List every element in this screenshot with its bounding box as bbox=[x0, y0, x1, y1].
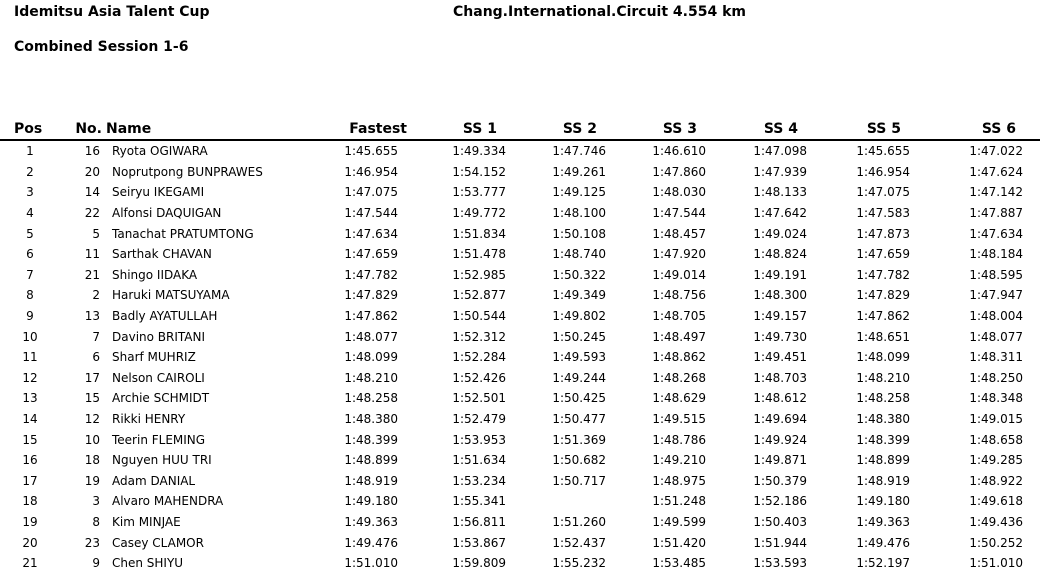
cell-ss3: 1:48.975 bbox=[652, 473, 706, 488]
cell-ss2: 1:50.477 bbox=[552, 412, 606, 427]
cell-ss1: 1:53.953 bbox=[452, 432, 506, 447]
session-title: Combined Session 1-6 bbox=[14, 39, 189, 55]
cell-number: 16 bbox=[84, 144, 100, 159]
cell-number: 12 bbox=[84, 412, 100, 427]
cell-fastest: 1:47.862 bbox=[344, 309, 398, 324]
column-header-ss5: SS 5 bbox=[826, 119, 929, 140]
cell-pos: 17 bbox=[22, 473, 38, 488]
cell-name: Casey CLAMOR bbox=[112, 535, 204, 550]
cell-number: 2 bbox=[92, 288, 100, 303]
table-row bbox=[0, 326, 1040, 347]
cell-ss2: 1:49.261 bbox=[552, 164, 606, 179]
cell-ss4: 1:53.593 bbox=[753, 556, 807, 571]
table-row bbox=[0, 162, 1040, 183]
cell-ss3: 1:49.210 bbox=[652, 453, 706, 468]
circuit-name: Chang.International.Circuit 4.554 km bbox=[453, 4, 746, 20]
cell-name: Kim MINJAE bbox=[112, 514, 181, 529]
cell-name: Archie SCHMIDT bbox=[112, 391, 210, 406]
cell-name: Noprutpong BUNPRAWES bbox=[112, 164, 263, 179]
cell-number: 11 bbox=[84, 247, 100, 262]
cell-pos: 2 bbox=[26, 164, 34, 179]
cell-fastest: 1:47.782 bbox=[344, 267, 398, 282]
cell-ss2: 1:52.437 bbox=[552, 535, 606, 550]
cell-ss5: 1:48.651 bbox=[856, 329, 910, 344]
cell-ss5: 1:49.180 bbox=[856, 494, 910, 509]
cell-number: 8 bbox=[92, 514, 100, 529]
cell-ss4: 1:48.612 bbox=[753, 391, 807, 406]
cell-ss3: 1:48.268 bbox=[652, 370, 706, 385]
cell-ss1: 1:55.341 bbox=[452, 494, 506, 509]
cell-number: 7 bbox=[92, 329, 100, 344]
cell-ss2: 1:49.593 bbox=[552, 350, 606, 365]
cell-name: Alvaro MAHENDRA bbox=[112, 494, 224, 509]
cell-name: Shingo IIDAKA bbox=[112, 267, 198, 282]
cell-ss5: 1:48.919 bbox=[856, 473, 910, 488]
cell-fastest: 1:48.899 bbox=[344, 453, 398, 468]
cell-ss3: 1:48.705 bbox=[652, 309, 706, 324]
table-row bbox=[0, 223, 1040, 244]
cell-pos: 4 bbox=[26, 206, 34, 221]
cell-fastest: 1:47.829 bbox=[344, 288, 398, 303]
cell-pos: 7 bbox=[26, 267, 34, 282]
cell-ss5: 1:47.583 bbox=[856, 206, 910, 221]
cell-ss2 bbox=[525, 491, 625, 512]
cell-pos: 19 bbox=[22, 514, 38, 529]
cell-number: 3 bbox=[92, 494, 100, 509]
table-row bbox=[0, 532, 1040, 553]
cell-ss6: 1:47.022 bbox=[969, 144, 1023, 159]
cell-ss6: 1:48.658 bbox=[969, 432, 1023, 447]
table-row bbox=[0, 450, 1040, 471]
cell-number: 17 bbox=[84, 370, 100, 385]
cell-ss3: 1:48.457 bbox=[652, 226, 706, 241]
cell-name: Chen SHIYU bbox=[112, 556, 184, 571]
cell-ss5: 1:52.197 bbox=[856, 556, 910, 571]
cell-fastest: 1:48.099 bbox=[344, 350, 398, 365]
cell-ss2: 1:49.802 bbox=[552, 309, 606, 324]
cell-ss4: 1:49.157 bbox=[753, 309, 807, 324]
cell-ss5: 1:48.099 bbox=[856, 350, 910, 365]
cell-ss4: 1:48.703 bbox=[753, 370, 807, 385]
cell-pos: 14 bbox=[22, 412, 38, 427]
column-header-pos: Pos bbox=[0, 119, 60, 140]
cell-ss1: 1:52.426 bbox=[452, 370, 506, 385]
cell-ss6: 1:48.250 bbox=[969, 370, 1023, 385]
table-row bbox=[0, 265, 1040, 286]
column-header-number: No. bbox=[60, 119, 106, 140]
cell-ss2: 1:50.425 bbox=[552, 391, 606, 406]
cell-number: 22 bbox=[84, 206, 100, 221]
cell-ss5: 1:47.659 bbox=[856, 247, 910, 262]
cell-ss4: 1:52.186 bbox=[753, 494, 807, 509]
cell-fastest: 1:48.077 bbox=[344, 329, 398, 344]
cell-fastest: 1:48.210 bbox=[344, 370, 398, 385]
cell-pos: 13 bbox=[22, 391, 38, 406]
cell-pos: 21 bbox=[22, 556, 38, 571]
cell-ss1: 1:52.312 bbox=[452, 329, 506, 344]
cell-number: 18 bbox=[84, 453, 100, 468]
cell-ss5: 1:47.873 bbox=[856, 226, 910, 241]
table-row bbox=[0, 429, 1040, 450]
cell-ss2: 1:48.740 bbox=[552, 247, 606, 262]
table-row bbox=[0, 285, 1040, 306]
cell-fastest: 1:46.954 bbox=[344, 164, 398, 179]
cell-ss2: 1:51.369 bbox=[552, 432, 606, 447]
cell-fastest: 1:47.075 bbox=[344, 185, 398, 200]
cell-number: 6 bbox=[92, 350, 100, 365]
table-row bbox=[0, 140, 1040, 162]
cell-ss1: 1:51.834 bbox=[452, 226, 506, 241]
cell-ss4: 1:51.944 bbox=[753, 535, 807, 550]
cell-ss6: 1:47.624 bbox=[969, 164, 1023, 179]
cell-number: 15 bbox=[84, 391, 100, 406]
cell-ss6: 1:47.947 bbox=[969, 288, 1023, 303]
cell-name: Nguyen HUU TRI bbox=[112, 453, 212, 468]
cell-ss5: 1:48.210 bbox=[856, 370, 910, 385]
cell-ss4: 1:49.694 bbox=[753, 412, 807, 427]
cell-ss2: 1:51.260 bbox=[552, 514, 606, 529]
cell-name: Ryota OGIWARA bbox=[112, 144, 208, 159]
cell-pos: 11 bbox=[22, 350, 38, 365]
cell-pos: 20 bbox=[22, 535, 38, 550]
cell-number: 14 bbox=[84, 185, 100, 200]
cell-ss2: 1:47.746 bbox=[552, 144, 606, 159]
cell-ss1: 1:51.634 bbox=[452, 453, 506, 468]
cell-ss2: 1:49.244 bbox=[552, 370, 606, 385]
cell-ss5: 1:46.954 bbox=[856, 164, 910, 179]
cell-ss5: 1:47.782 bbox=[856, 267, 910, 282]
cell-name: Seiryu IKEGAMI bbox=[112, 185, 205, 200]
table-row bbox=[0, 491, 1040, 512]
cell-fastest: 1:48.258 bbox=[344, 391, 398, 406]
cell-name: Nelson CAIROLI bbox=[112, 370, 205, 385]
cell-ss4: 1:49.871 bbox=[753, 453, 807, 468]
table-row bbox=[0, 368, 1040, 389]
cell-pos: 6 bbox=[26, 247, 34, 262]
cell-fastest: 1:48.399 bbox=[344, 432, 398, 447]
cell-number: 21 bbox=[84, 267, 100, 282]
cell-ss1: 1:53.777 bbox=[452, 185, 506, 200]
cell-ss3: 1:48.629 bbox=[652, 391, 706, 406]
column-header-ss1: SS 1 bbox=[415, 119, 525, 140]
cell-number: 19 bbox=[84, 473, 100, 488]
cell-pos: 12 bbox=[22, 370, 38, 385]
cell-ss5: 1:47.829 bbox=[856, 288, 910, 303]
column-header-fastest: Fastest bbox=[315, 119, 415, 140]
table-row bbox=[0, 306, 1040, 327]
cell-ss4: 1:49.191 bbox=[753, 267, 807, 282]
cell-ss4: 1:50.379 bbox=[753, 473, 807, 488]
cell-name: Alfonsi DAQUIGAN bbox=[112, 206, 222, 221]
cell-ss1: 1:52.985 bbox=[452, 267, 506, 282]
cell-ss5: 1:45.655 bbox=[856, 144, 910, 159]
cell-ss1: 1:51.478 bbox=[452, 247, 506, 262]
cell-ss2: 1:49.349 bbox=[552, 288, 606, 303]
cell-ss1: 1:53.867 bbox=[452, 535, 506, 550]
cell-ss2: 1:49.125 bbox=[552, 185, 606, 200]
cell-ss2: 1:50.682 bbox=[552, 453, 606, 468]
table-row bbox=[0, 244, 1040, 265]
table-row bbox=[0, 471, 1040, 492]
column-header-ss4: SS 4 bbox=[725, 119, 826, 140]
cell-ss4: 1:49.451 bbox=[753, 350, 807, 365]
cell-ss6: 1:47.142 bbox=[969, 185, 1023, 200]
cell-ss4: 1:47.939 bbox=[753, 164, 807, 179]
cell-ss4: 1:48.300 bbox=[753, 288, 807, 303]
cell-ss3: 1:53.485 bbox=[652, 556, 706, 571]
cell-ss3: 1:48.862 bbox=[652, 350, 706, 365]
cell-ss4: 1:47.642 bbox=[753, 206, 807, 221]
cell-ss6: 1:47.634 bbox=[969, 226, 1023, 241]
cell-ss1: 1:49.334 bbox=[452, 144, 506, 159]
cell-ss5: 1:48.399 bbox=[856, 432, 910, 447]
cell-number: 9 bbox=[92, 556, 100, 571]
cell-ss6: 1:49.015 bbox=[969, 412, 1023, 427]
column-header-ss6: SS 6 bbox=[929, 119, 1040, 140]
cell-ss6: 1:47.887 bbox=[969, 206, 1023, 221]
cell-fastest: 1:51.010 bbox=[344, 556, 398, 571]
results-body bbox=[0, 140, 1040, 573]
cell-fastest: 1:48.380 bbox=[344, 412, 398, 427]
cell-pos: 18 bbox=[22, 494, 38, 509]
table-row bbox=[0, 182, 1040, 203]
cell-name: Davino BRITANI bbox=[112, 329, 206, 344]
results-table bbox=[0, 119, 1040, 573]
cell-ss5: 1:48.380 bbox=[856, 412, 910, 427]
cell-ss1: 1:59.809 bbox=[452, 556, 506, 571]
cell-fastest: 1:49.476 bbox=[344, 535, 398, 550]
cell-ss3: 1:51.420 bbox=[652, 535, 706, 550]
cell-ss3: 1:48.756 bbox=[652, 288, 706, 303]
cell-ss1: 1:52.479 bbox=[452, 412, 506, 427]
cell-ss1: 1:56.811 bbox=[452, 514, 506, 529]
cell-fastest: 1:47.659 bbox=[344, 247, 398, 262]
table-row bbox=[0, 409, 1040, 430]
cell-ss3: 1:46.610 bbox=[652, 144, 706, 159]
table-row bbox=[0, 388, 1040, 409]
cell-ss5: 1:48.899 bbox=[856, 453, 910, 468]
cell-ss3: 1:49.599 bbox=[652, 514, 706, 529]
cell-ss3: 1:48.786 bbox=[652, 432, 706, 447]
cell-name: Rikki HENRY bbox=[112, 412, 186, 427]
cell-fastest: 1:47.634 bbox=[344, 226, 398, 241]
cell-fastest: 1:48.919 bbox=[344, 473, 398, 488]
cell-ss6: 1:49.618 bbox=[969, 494, 1023, 509]
cell-ss2: 1:50.717 bbox=[552, 473, 606, 488]
cell-ss6: 1:51.010 bbox=[969, 556, 1023, 571]
cell-number: 20 bbox=[84, 164, 100, 179]
cell-ss3: 1:48.030 bbox=[652, 185, 706, 200]
cell-ss2: 1:55.232 bbox=[552, 556, 606, 571]
table-row bbox=[0, 512, 1040, 533]
cell-ss1: 1:52.877 bbox=[452, 288, 506, 303]
cell-name: Sarthak CHAVAN bbox=[112, 247, 212, 262]
cell-ss1: 1:53.234 bbox=[452, 473, 506, 488]
cell-ss3: 1:49.014 bbox=[652, 267, 706, 282]
header-row bbox=[0, 119, 1040, 140]
table-row bbox=[0, 203, 1040, 224]
cell-pos: 1 bbox=[26, 144, 34, 159]
cell-pos: 8 bbox=[26, 288, 34, 303]
column-header-ss3: SS 3 bbox=[625, 119, 725, 140]
event-title: Idemitsu Asia Talent Cup bbox=[14, 4, 210, 20]
cell-ss1: 1:54.152 bbox=[452, 164, 506, 179]
cell-ss2: 1:50.245 bbox=[552, 329, 606, 344]
cell-ss6: 1:48.922 bbox=[969, 473, 1023, 488]
cell-ss1: 1:52.501 bbox=[452, 391, 506, 406]
cell-ss5: 1:47.075 bbox=[856, 185, 910, 200]
cell-ss5: 1:47.862 bbox=[856, 309, 910, 324]
cell-ss5: 1:49.363 bbox=[856, 514, 910, 529]
cell-ss4: 1:47.098 bbox=[753, 144, 807, 159]
cell-ss2: 1:50.108 bbox=[552, 226, 606, 241]
cell-ss4: 1:48.133 bbox=[753, 185, 807, 200]
cell-ss6: 1:48.004 bbox=[969, 309, 1023, 324]
cell-ss2: 1:50.322 bbox=[552, 267, 606, 282]
cell-number: 5 bbox=[92, 226, 100, 241]
cell-ss6: 1:48.184 bbox=[969, 247, 1023, 262]
cell-ss4: 1:50.403 bbox=[753, 514, 807, 529]
cell-ss6: 1:48.595 bbox=[969, 267, 1023, 282]
cell-pos: 16 bbox=[22, 453, 38, 468]
cell-pos: 10 bbox=[22, 329, 38, 344]
cell-ss3: 1:47.860 bbox=[652, 164, 706, 179]
cell-ss6: 1:48.077 bbox=[969, 329, 1023, 344]
cell-ss4: 1:49.924 bbox=[753, 432, 807, 447]
cell-ss6: 1:49.285 bbox=[969, 453, 1023, 468]
cell-ss6: 1:48.311 bbox=[969, 350, 1023, 365]
cell-ss2: 1:48.100 bbox=[552, 206, 606, 221]
table-row bbox=[0, 553, 1040, 574]
cell-ss3: 1:51.248 bbox=[652, 494, 706, 509]
cell-ss1: 1:52.284 bbox=[452, 350, 506, 365]
cell-ss4: 1:49.024 bbox=[753, 226, 807, 241]
cell-fastest: 1:49.180 bbox=[344, 494, 398, 509]
column-header-name: Name bbox=[106, 119, 315, 140]
cell-fastest: 1:47.544 bbox=[344, 206, 398, 221]
cell-ss3: 1:48.497 bbox=[652, 329, 706, 344]
cell-name: Haruki MATSUYAMA bbox=[112, 288, 230, 303]
cell-number: 13 bbox=[84, 309, 100, 324]
cell-ss5: 1:48.258 bbox=[856, 391, 910, 406]
cell-name: Tanachat PRATUMTONG bbox=[112, 226, 254, 241]
cell-ss6: 1:48.348 bbox=[969, 391, 1023, 406]
cell-name: Teerin FLEMING bbox=[112, 432, 206, 447]
cell-ss3: 1:49.515 bbox=[652, 412, 706, 427]
cell-pos: 5 bbox=[26, 226, 34, 241]
cell-pos: 3 bbox=[26, 185, 34, 200]
cell-ss6: 1:50.252 bbox=[969, 535, 1023, 550]
cell-pos: 15 bbox=[22, 432, 38, 447]
cell-name: Sharf MUHRIZ bbox=[112, 350, 196, 365]
cell-fastest: 1:45.655 bbox=[344, 144, 398, 159]
cell-ss6: 1:49.436 bbox=[969, 514, 1023, 529]
cell-fastest: 1:49.363 bbox=[344, 514, 398, 529]
cell-ss4: 1:48.824 bbox=[753, 247, 807, 262]
cell-ss5: 1:49.476 bbox=[856, 535, 910, 550]
cell-ss1: 1:50.544 bbox=[452, 309, 506, 324]
cell-name: Adam DANIAL bbox=[112, 473, 196, 488]
column-header-ss2: SS 2 bbox=[525, 119, 625, 140]
cell-ss4: 1:49.730 bbox=[753, 329, 807, 344]
cell-pos: 9 bbox=[26, 309, 34, 324]
cell-number: 23 bbox=[84, 535, 100, 550]
cell-number: 10 bbox=[84, 432, 100, 447]
cell-name: Badly AYATULLAH bbox=[112, 309, 218, 324]
cell-ss3: 1:47.920 bbox=[652, 247, 706, 262]
table-row bbox=[0, 347, 1040, 368]
cell-ss1: 1:49.772 bbox=[452, 206, 506, 221]
cell-ss3: 1:47.544 bbox=[652, 206, 706, 221]
